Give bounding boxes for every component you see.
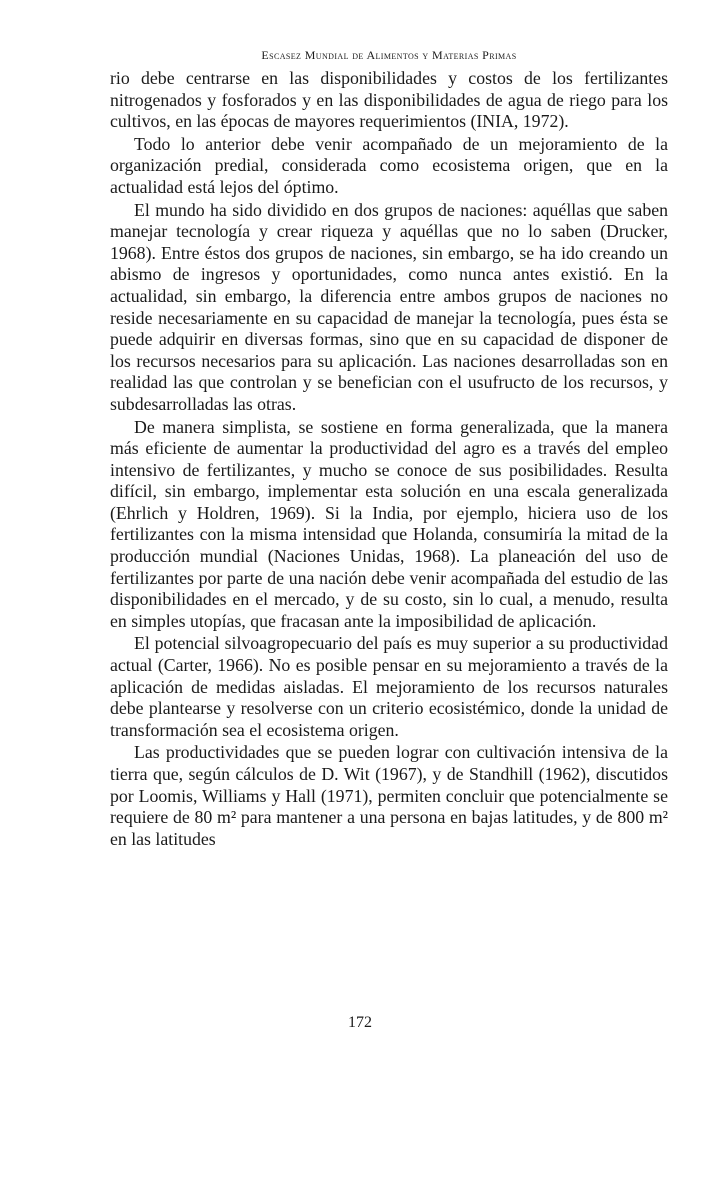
paragraph: De manera simplista, se sostiene en forma generalizada, que la manera más eficiente de aumentar la productividad del agro es a través del empleo intensivo de fertilizantes, y mucho se conoce de sus posibilidades. Resulta difícil, sin embargo, implementar esta solución en una escala generalizada (Ehrlich y Holdren, 1969). Si la India, por ejemplo, hiciera uso de los fertilizantes con la misma intensidad que Holanda, consumiría la mitad de la producción mundial (Naciones Unidas, 1968). La planeación del uso de fertilizantes por parte de una nación debe venir acompañada del estudio de las disponibilidades en el mercado, y de su costo, sin lo cual, a menudo, resulta en simples utopías, que fracasan ante la imposibilidad de aplicación. bbox=[110, 416, 668, 631]
paragraph: Todo lo anterior debe venir acompañado de un mejoramiento de la organización predial, considerada como ecosistema origen, que en la actualidad está lejos del óptimo. bbox=[110, 133, 668, 197]
paragraph: El mundo ha sido dividido en dos grupos de naciones: aquéllas que saben manejar tecnología y crear riqueza y aquéllas que no lo saben (Drucker, 1968). Entre éstos dos grupos de naciones, sin embargo, se ha ido creando un abismo de ingresos y oportunidades, como nunca antes existió. En la actualidad, sin embargo, la diferencia entre ambos grupos de naciones no reside necesariamente en su capacidad de manejar la tecnología, pues ésta se puede adquirir en diversas formas, sino que en su capacidad de disponer de los recursos necesarios para su aplicación. Las naciones desarrolladas son en realidad las que controlan y se benefician con el usufructo de los recursos, y subdesarrolladas las otras. bbox=[110, 199, 668, 414]
paragraph-continuation: rio debe centrarse en las disponibilidades y costos de los fertilizantes nitrogenados y fosforados y en las disponibilidades de agua de riego para los cultivos, en las épocas de mayores requerimientos (INIA, 1972). bbox=[110, 68, 668, 132]
page-body bbox=[110, 46, 668, 850]
paragraph: El potencial silvoagropecuario del país es muy superior a su productividad actual (Carter, 1966). No es posible pensar en su mejoramiento a través de la aplicación de medidas aisladas. El mejoramiento de los recursos naturales debe plantearse y resolverse con un criterio ecosistémico, donde la unidad de transformación sea el ecosistema origen. bbox=[110, 633, 668, 740]
page-number: 172 bbox=[348, 1014, 372, 1031]
running-head: Escasez Mundial de Alimentos y Materias Primas bbox=[261, 48, 517, 62]
paragraph: Las productividades que se pueden lograr con cultivación intensiva de la tierra que, según cálculos de D. Wit (1967), y de Standhill (1962), discutidos por Loomis, Williams y Hall (1971), permiten concluir que potencialmente se requiere de 80 m² para mantener a una persona en bajas latitudes, y de 800 m² en las latitudes bbox=[110, 742, 668, 849]
